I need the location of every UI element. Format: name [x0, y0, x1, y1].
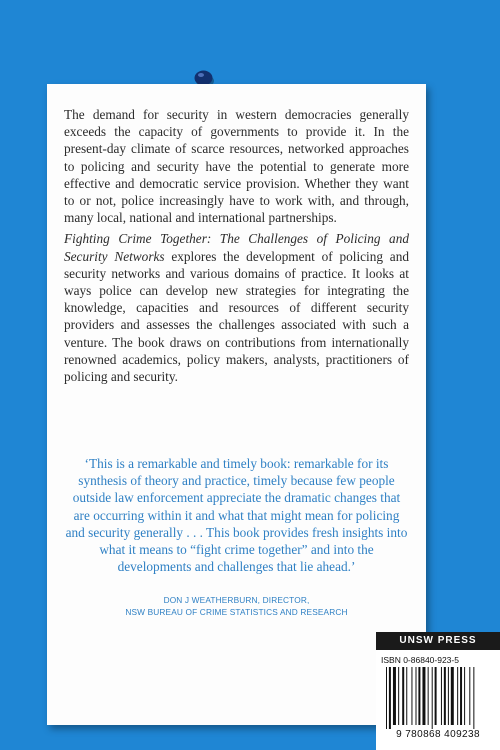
endorsement-organization: NSW BUREAU OF CRIME STATISTICS AND RESEARCH	[125, 607, 348, 617]
barcode-panel	[376, 650, 500, 750]
isbn-label: ISBN 0-86840-923-5	[381, 655, 459, 665]
endorsement-attribution	[64, 594, 409, 618]
blurb	[64, 106, 409, 385]
blurb-paragraph-2	[64, 230, 409, 385]
endorsement-quote: ‘This is a remarkable and timely book: remarkable for its synthesis of theory and practice, timely because few people outside law enforcement appreciate the dramatic changes that are occurring within it and what that might mean for policing and security generally . . . This book provides fresh insights into what it means to “fight crime together” and into the developments and challenges that lie ahead.’	[65, 456, 408, 575]
blurb-paragraph-2-text: explores the development of policing and security networks and various domains of practice. It looks at ways police can develop new strategies for integrating the knowledge, capacities and resources of different security providers and assesses the challenges associated with such a venture. The book draws on contributions from internationally renowned academics, policy makers, analysts, practitioners of policing and security.	[64, 248, 409, 385]
endorsement-author: DON J WEATHERBURN, DIRECTOR,	[163, 595, 310, 605]
book-title: Fighting Crime Together: The Challenges of Policing and Security Networks	[64, 231, 409, 264]
publisher-logo: UNSW PRESS	[376, 632, 500, 650]
barcode-number: 9 780868 409238	[396, 729, 480, 740]
blurb-paragraph-1: The demand for security in western democracies generally exceeds the capacity of governments to provide it. In the present-day climate of scarce resources, networked approaches to policing and security have the potential to generate more effective and democratic service provision. Whether they want to or not, police increasingly have to work with, and through, many local, national and international partnerships.	[64, 107, 409, 226]
barcode-icon	[386, 667, 490, 729]
